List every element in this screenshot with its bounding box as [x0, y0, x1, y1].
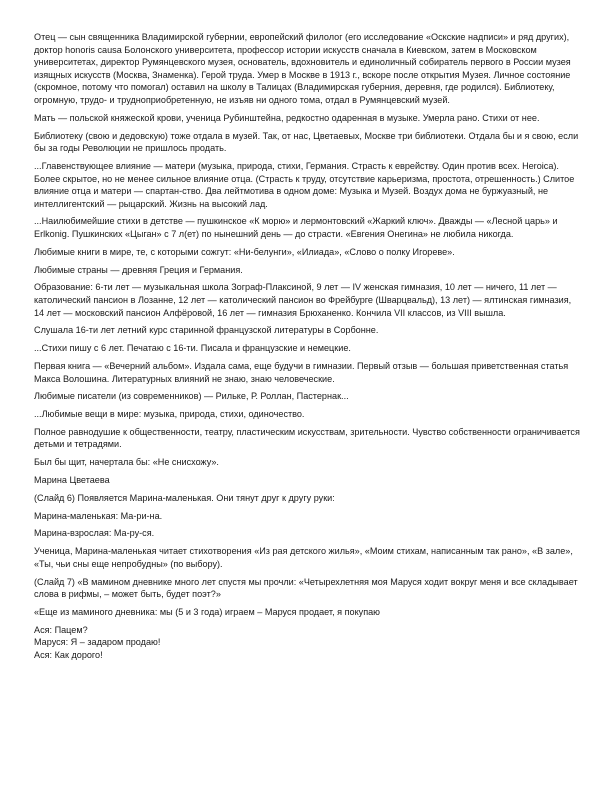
paragraph-favorite-countries: Любимые страны — древняя Греция и Германия. [34, 264, 243, 275]
dialogue-line: Ася: Пацем? [34, 624, 88, 635]
paragraph-library: Библиотеку (свою и дедовскую) тоже отдала в музей. Так, от нас, Цветаевых, Москве три библиотеки. Отдала бы и я свою, если бы за годы Революции не пришлось продать. [34, 130, 579, 154]
paragraph-diary: «Еще из маминого дневника: мы (5 и 3 года) играем – Маруся продает, я покупаю [34, 606, 380, 617]
paragraph-slide-7: (Слайд 7) «В мамином дневнике много лет спустя мы прочли: «Четырехлетняя моя Маруся ходит вокруг меня и все складывает слова в рифмы, – может быть, будет поэт?» [34, 576, 578, 600]
document-body [34, 31, 582, 661]
paragraph-slide-6: (Слайд 6) Появляется Марина-маленькая. Они тянут друг к другу руки: [34, 492, 335, 503]
paragraph-favorite-things: ...Любимые вещи в мире: музыка, природа, стихи, одиночество. [34, 409, 305, 420]
paragraph-student-reads: Ученица, Марина-маленькая читает стихотворения «Из рая детского жилья», «Моим стихам, написанным так рано», «В зале», «Ты, чьи сны еще непробудны» (по выбору). [34, 546, 573, 569]
paragraph-father: Отец — сын священника Владимирской губернии, европейский филолог (его исследование «Оскские надписи» и ряд других), доктор honoris causa Болонского университета, профессор истории искусств сначала в Киевском, затем в Московском университетах, директор Румянцевского музея, основатель, вдохновитель и единоличный собиратель первого в России музея изящных искусств (Москва, Знаменка). Герой труда. Умер в Москве в 1913 г., вскоре после открытия Музея. Личное состояние (скромное, потому что помогал) оставил на школу в Талицах (Владимирская губерния, деревня, где родился). Библиотеку, огромную, трудо- и трудноприобретенную, не изъяв ни одного тома, отдал в Румянцевский музей. [34, 32, 571, 105]
paragraph-sorbonne: Слушала 16-ти лет летний курс старинной французской литературы в Сорбонне. [34, 325, 379, 336]
line-marina-small: Марина-маленькая: Ма-ри-на. [34, 510, 163, 521]
paragraph-first-book: Первая книга — «Вечерний альбом». Издала сама, еще будучи в гимназии. Первый отзыв — большая приветственная статья Макса Волошина. Литературных влияний не знаю, знаю человеческие. [34, 360, 569, 384]
paragraph-mother: Мать — польской княжеской крови, ученица Рубинштейна, редкостно одаренная в музыке. Умерла рано. Стихи от нее. [34, 112, 540, 123]
paragraph-favorite-books: Любимые книги в мире, те, с которыми сожгут: «Ни-белунги», «Илиада», «Слово о полку Игореве». [34, 246, 455, 257]
signature-name: Марина Цветаева [34, 475, 110, 486]
dialogue-line: Маруся: Я – задаром продаю! [34, 637, 161, 648]
dialogue-line: Ася: Как дорого! [34, 649, 103, 660]
paragraph-education: Образование: 6-ти лет — музыкальная школа Зограф-Плаксиной, 9 лет — IV женская гимназия, 10 лет — ничего, 11 лет — католический пансион в Лозанне, 12 лет — католический пансион во Фрейбурге (Шварцвальд), 13 лет) — ялтинская гимназия, 14 лет — московский пансион Алфёровой, 16 лет — гимназия Брюханенко. Кончила VII классов, из VIII вышла. [34, 282, 572, 318]
paragraph-writing: ...Стихи пишу с 6 лет. Печатаю с 16-ти. Писала и французские и немецкие. [34, 343, 351, 354]
paragraph-influence: ...Главенствующее влияние — матери (музыка, природа, стихи, Германия. Страсть к еврейству. Один против всех. Heroica). Более скрытое, но не менее сильное влияние отца. (Страсть к труду, отсутствие карьеризма, простота, отрешенность.) Слитое влияние отца и матери — спартан-ство. Два лейтмотива в одном доме: Музыка и Музей. Воздух дома не буржуазный, не интеллигентский — рыцарский. Жизнь на высокий лад. [34, 160, 575, 209]
line-marina-adult: Марина-взрослая: Ма-ру-ся. [34, 528, 155, 539]
paragraph-shield: Был бы щит, начертала бы: «Не снисхожу». [34, 457, 219, 468]
paragraph-favorite-writers: Любимые писатели (из современников) — Рильке, Р. Роллан, Пастернак... [34, 391, 349, 402]
paragraph-favorite-poems: ...Наилюбимейшие стихи в детстве — пушкинское «К морю» и лермонтовский «Жаркий ключ». Дважды — «Лесной царь» и Erlkonig. Пушкинских «Цыган» с 7 л(ет) по нынешний день — до страсти. «Евгения Онегина» не любила никогда. [34, 216, 558, 240]
paragraph-indifference: Полное равнодушие к общественности, театру, пластическим искусствам, зрительности. Чувство собственности ограничивается детьми и тетрадями. [34, 426, 580, 450]
